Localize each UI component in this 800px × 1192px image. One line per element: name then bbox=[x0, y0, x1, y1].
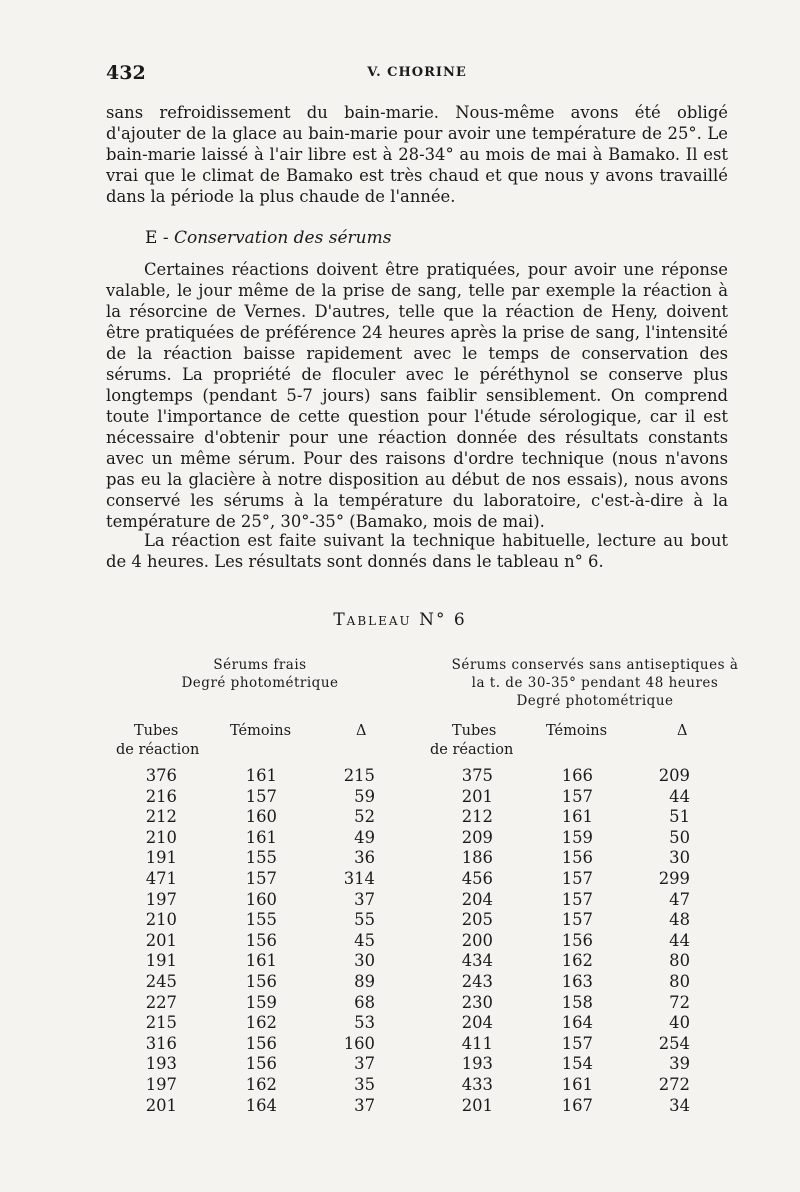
table-cell: 456 bbox=[461, 868, 493, 888]
table-cell: 80 bbox=[669, 971, 690, 991]
table-cell: 162 bbox=[561, 951, 593, 971]
table-cell: 201 bbox=[145, 930, 177, 950]
table-cell: 30 bbox=[669, 848, 690, 868]
section-title: Conservation des sérums bbox=[173, 228, 392, 248]
table-cell: 157 bbox=[561, 910, 593, 930]
table-cell: 52 bbox=[354, 807, 375, 827]
table-cell: 50 bbox=[669, 827, 690, 847]
table-row bbox=[0, 910, 800, 931]
table-cell: 216 bbox=[145, 786, 177, 806]
col-head-temoins-fresh: Témoins bbox=[230, 723, 292, 739]
table-cell: 154 bbox=[561, 1054, 593, 1074]
table-cell: 37 bbox=[354, 889, 375, 909]
table-cell: 200 bbox=[461, 930, 493, 950]
table-cell: 227 bbox=[145, 992, 177, 1012]
table-cell: 51 bbox=[669, 807, 690, 827]
table-cell: 159 bbox=[561, 827, 593, 847]
table-cell: 204 bbox=[461, 889, 493, 909]
section-heading bbox=[145, 228, 391, 248]
table-cell: 55 bbox=[354, 910, 375, 930]
table-cell: 44 bbox=[669, 786, 690, 806]
table-cell: 47 bbox=[669, 889, 690, 909]
table-cell: 375 bbox=[461, 766, 493, 785]
paragraph-2: Certaines réactions doivent être pratiquées, pour avoir une réponse valable, le jour même de la prise de sang, telle par exemple la réaction à la résorcine de Vernes. D'autres, telle que la réaction de Heny, doivent être pratiquées de préférence 24 heures après la prise de sang, l'intensité de la réaction baisse rapidement avec le temps de conservation des sérums. La propriété de floculer avec le péréthynol se conserve plus longtemps (pendant 5-7 jours) sans faiblir sensiblement. On comprend toute l'importance de cette question pour l'étude sérologique, car il est nécessaire d'obtenir pour une réaction donnée des résultats constants avec un même sérum. Pour des raisons d'ordre technique (nous n'avons pas eu la glacière à notre disposition au début de nos essais), nous avons conservé les sérums à la température du laboratoire, c'est-à-dire à la température de 25°, 30°-35° (Bamako, mois de mai). bbox=[106, 260, 728, 531]
group-preserved-line2: la t. de 30-35° pendant 48 heures bbox=[471, 675, 719, 691]
table-cell: 49 bbox=[354, 827, 375, 847]
table-row bbox=[0, 1034, 800, 1055]
table-cell: 163 bbox=[561, 971, 593, 991]
table-cell: 164 bbox=[561, 1013, 593, 1033]
group-fresh-line1: Sérums frais bbox=[213, 657, 307, 673]
table-cell: 156 bbox=[245, 1033, 277, 1053]
table-cell: 411 bbox=[461, 1033, 493, 1053]
group-fresh-line2: Degré photométrique bbox=[181, 675, 339, 691]
table-cell: 45 bbox=[354, 930, 375, 950]
table-cell: 155 bbox=[245, 910, 277, 930]
paragraph-block-2 bbox=[106, 259, 728, 532]
col-head-tubes-preserved: Tubes bbox=[452, 723, 497, 739]
table-cell: 160 bbox=[343, 1033, 375, 1053]
table-cell: 37 bbox=[354, 1095, 375, 1115]
table-cell: 156 bbox=[561, 848, 593, 868]
table-cell: 157 bbox=[561, 868, 593, 888]
table-cell: 35 bbox=[354, 1074, 375, 1094]
table-cell: 205 bbox=[461, 910, 493, 930]
group-heading-fresh bbox=[140, 656, 380, 692]
table-cell: 53 bbox=[354, 1013, 375, 1033]
table-row bbox=[0, 828, 800, 849]
table-cell: 30 bbox=[354, 951, 375, 971]
table-cell: 197 bbox=[145, 889, 177, 909]
table-row bbox=[0, 1054, 800, 1075]
table-cell: 80 bbox=[669, 951, 690, 971]
table-row bbox=[0, 848, 800, 869]
table-row bbox=[0, 951, 800, 972]
paragraph-3: La réaction est faite suivant la technique habituelle, lecture au bout de 4 heures. Les résultats sont donnés dans le tableau n° 6. bbox=[106, 531, 728, 571]
page-number: 432 bbox=[106, 62, 146, 84]
table-cell: 376 bbox=[145, 766, 177, 785]
table-cell: 186 bbox=[461, 848, 493, 868]
page-header bbox=[106, 62, 728, 88]
table-cell: 167 bbox=[561, 1095, 593, 1115]
table-body bbox=[0, 766, 800, 1116]
table-row bbox=[0, 787, 800, 808]
table-cell: 191 bbox=[145, 951, 177, 971]
group-preserved-line3: Degré photométrique bbox=[516, 693, 674, 709]
table-title: Tableau N° 6 bbox=[333, 610, 467, 630]
table-cell: 210 bbox=[145, 910, 177, 930]
table-cell: 155 bbox=[245, 848, 277, 868]
table-cell: 215 bbox=[343, 766, 375, 785]
table-row bbox=[0, 869, 800, 890]
table-cell: 254 bbox=[658, 1033, 690, 1053]
col-head-delta-fresh: Δ bbox=[356, 723, 367, 739]
table-row bbox=[0, 1075, 800, 1096]
table-cell: 40 bbox=[669, 1013, 690, 1033]
paragraph-1: sans refroidissement du bain-marie. Nous-même avons été obligé d'ajouter de la glace au bain-marie pour avoir une température de 25°. Le bain-marie laissé à l'air libre est à 28-34° au mois de mai à Bamako. Il est vrai que le climat de Bamako est très chaud et que nous y avons travaillé dans la période la plus chaude de l'année. bbox=[106, 103, 728, 206]
table-cell: 157 bbox=[561, 786, 593, 806]
table-cell: 37 bbox=[354, 1054, 375, 1074]
table-cell: 164 bbox=[245, 1095, 277, 1115]
col-head-temoins-preserved: Témoins bbox=[546, 723, 608, 739]
table-cell: 272 bbox=[658, 1074, 690, 1094]
table-cell: 156 bbox=[245, 930, 277, 950]
table-cell: 212 bbox=[145, 807, 177, 827]
table-cell: 215 bbox=[145, 1013, 177, 1033]
table-cell: 157 bbox=[561, 889, 593, 909]
table-cell: 159 bbox=[245, 992, 277, 1012]
table-cell: 59 bbox=[354, 786, 375, 806]
table-row bbox=[0, 807, 800, 828]
table-cell: 162 bbox=[245, 1074, 277, 1094]
table-cell: 314 bbox=[343, 868, 375, 888]
table-cell: 193 bbox=[461, 1054, 493, 1074]
table-cell: 166 bbox=[561, 766, 593, 785]
col-head-tubes-fresh: Tubes bbox=[134, 723, 179, 739]
group-heading-preserved bbox=[430, 656, 760, 710]
group-preserved-line1: Sérums conservés sans antiseptiques à bbox=[451, 657, 739, 673]
table-row bbox=[0, 993, 800, 1014]
table-cell: 299 bbox=[658, 868, 690, 888]
table-cell: 191 bbox=[145, 848, 177, 868]
running-head: V. CHORINE bbox=[367, 65, 467, 80]
table-cell: 162 bbox=[245, 1013, 277, 1033]
table-row bbox=[0, 766, 800, 787]
table-cell: 201 bbox=[461, 1095, 493, 1115]
table-cell: 243 bbox=[461, 971, 493, 991]
table-cell: 230 bbox=[461, 992, 493, 1012]
table-cell: 161 bbox=[561, 1074, 593, 1094]
table-cell: 157 bbox=[561, 1033, 593, 1053]
table-cell: 161 bbox=[245, 766, 277, 785]
table-cell: 39 bbox=[669, 1054, 690, 1074]
table-cell: 157 bbox=[245, 786, 277, 806]
table-cell: 209 bbox=[461, 827, 493, 847]
table-cell: 210 bbox=[145, 827, 177, 847]
table-cell: 72 bbox=[669, 992, 690, 1012]
table-cell: 157 bbox=[245, 868, 277, 888]
table-cell: 433 bbox=[461, 1074, 493, 1094]
table-cell: 34 bbox=[669, 1095, 690, 1115]
table-row bbox=[0, 1013, 800, 1034]
section-letter: E - bbox=[145, 228, 174, 248]
table-cell: 158 bbox=[561, 992, 593, 1012]
col-head-reaction-preserved: de réaction bbox=[430, 742, 514, 758]
paragraph-continuation bbox=[106, 102, 728, 207]
table-cell: 156 bbox=[245, 1054, 277, 1074]
table-row bbox=[0, 972, 800, 993]
table-cell: 204 bbox=[461, 1013, 493, 1033]
table-cell: 48 bbox=[669, 910, 690, 930]
table-cell: 161 bbox=[245, 827, 277, 847]
table-cell: 434 bbox=[461, 951, 493, 971]
table-cell: 44 bbox=[669, 930, 690, 950]
table-cell: 201 bbox=[461, 786, 493, 806]
table-cell: 193 bbox=[145, 1054, 177, 1074]
table-cell: 161 bbox=[561, 807, 593, 827]
table-row bbox=[0, 931, 800, 952]
table-cell: 209 bbox=[658, 766, 690, 785]
table-cell: 245 bbox=[145, 971, 177, 991]
table-row bbox=[0, 1096, 800, 1117]
table-row bbox=[0, 890, 800, 911]
table-cell: 212 bbox=[461, 807, 493, 827]
col-head-delta-preserved: Δ bbox=[677, 723, 688, 739]
table-cell: 156 bbox=[561, 930, 593, 950]
table-cell: 160 bbox=[245, 889, 277, 909]
table-cell: 201 bbox=[145, 1095, 177, 1115]
table-cell: 471 bbox=[145, 868, 177, 888]
table-cell: 36 bbox=[354, 848, 375, 868]
table-cell: 156 bbox=[245, 971, 277, 991]
table-cell: 160 bbox=[245, 807, 277, 827]
table-cell: 89 bbox=[354, 971, 375, 991]
table-cell: 161 bbox=[245, 951, 277, 971]
table-cell: 197 bbox=[145, 1074, 177, 1094]
paragraph-block-3 bbox=[106, 530, 728, 572]
table-cell: 68 bbox=[354, 992, 375, 1012]
col-head-reaction-fresh: de réaction bbox=[116, 742, 200, 758]
table-cell: 316 bbox=[145, 1033, 177, 1053]
